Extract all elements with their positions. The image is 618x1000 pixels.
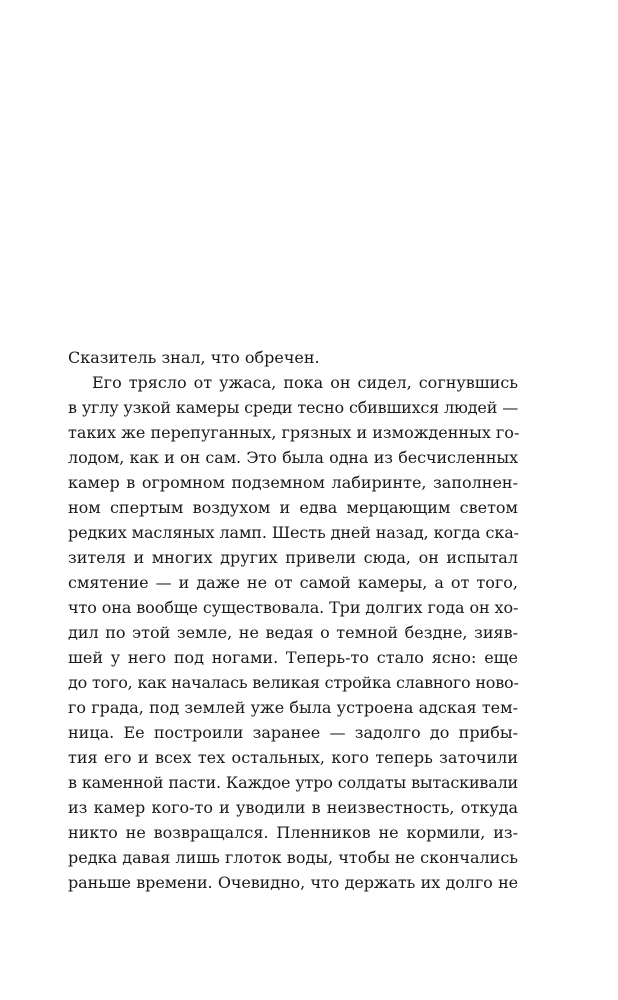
text-line: из камер кого-то и уводили в неизвестность, откуда (68, 798, 518, 817)
text-line: Его трясло от ужаса, пока он сидел, согнувшись (92, 373, 518, 392)
text-line: го града, под землей уже была устроена адская тем- (68, 698, 518, 717)
text-line: камер в огромном подземном лабиринте, заполнен- (68, 473, 518, 492)
text-line: тия его и всех тех остальных, кого теперь заточили (68, 748, 518, 767)
text-line: таких же перепуганных, грязных и изможденных го- (68, 423, 520, 442)
text-line: дил по этой земле, не ведая о темной бездне, зияв- (68, 623, 518, 642)
text-line: редких масляных ламп. Шесть дней назад, когда ска- (68, 523, 519, 542)
text-line: ном спертым воздухом и едва мерцающим светом (68, 498, 518, 517)
text-line: шей у него под ногами. Теперь-то стало ясно: еще (68, 648, 518, 667)
text-line: никто не возвращался. Пленников не кормили, из- (68, 823, 518, 842)
text-line: в углу узкой камеры среди тесно сбившихся людей — (68, 398, 518, 417)
text-line: в каменной пасти. Каждое утро солдаты вытаскивали (68, 773, 518, 792)
body-text (68, 345, 518, 895)
text-line: смятение — и даже не от самой камеры, а от того, (68, 573, 518, 592)
text-line: ница. Ее построили заранее — задолго до прибы- (68, 723, 518, 742)
text-line: до того, как началась великая стройка славного ново- (68, 673, 519, 692)
text-line: зителя и многих других привели сюда, он испытал (68, 548, 518, 567)
text-line: раньше времени. Очевидно, что держать их долго не (68, 873, 518, 892)
text-line: редка давая лишь глоток воды, чтобы не скончались (68, 848, 518, 867)
text-line: лодом, как и он сам. Это была одна из бесчисленных (68, 448, 518, 467)
text-line: что она вообще существовала. Три долгих года он хо- (68, 598, 519, 617)
text-line: Сказитель знал, что обречен. (68, 348, 320, 367)
